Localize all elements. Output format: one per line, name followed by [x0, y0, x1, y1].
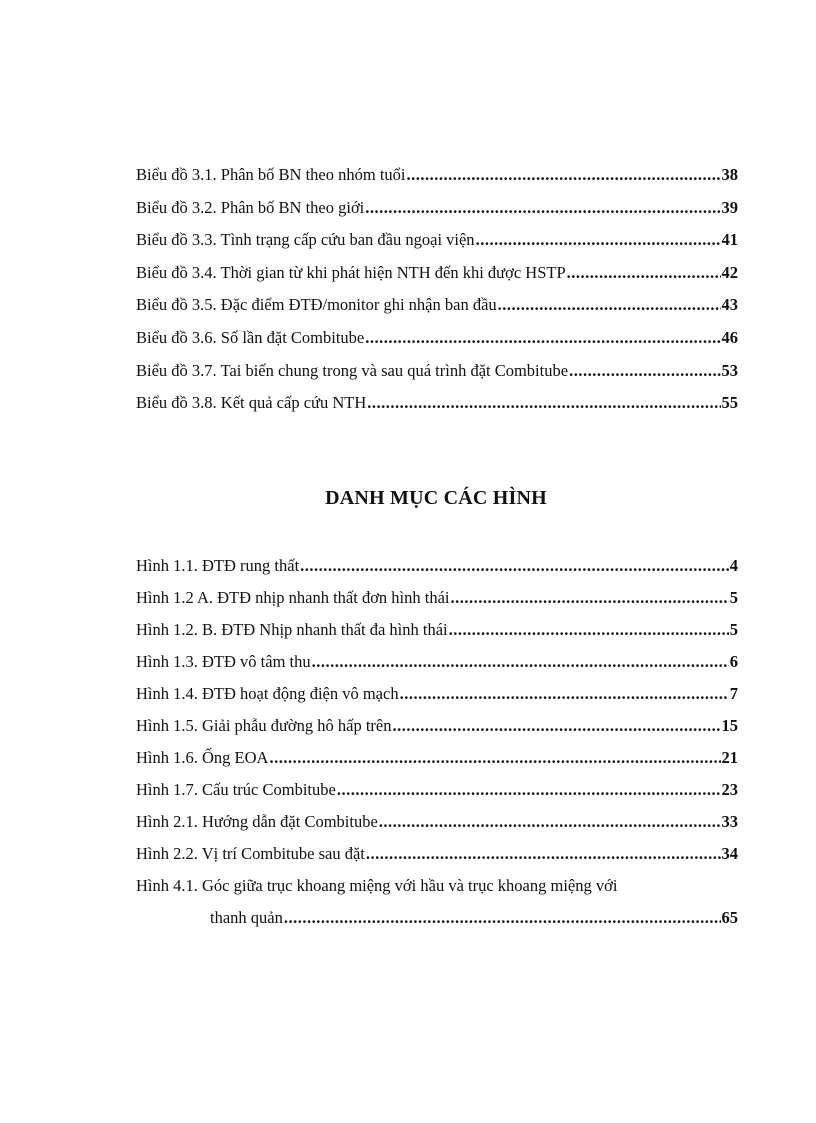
- figure-entry[interactable]: [136, 748, 738, 768]
- figures-list: [136, 556, 738, 928]
- entry-label-line1: Hình 4.1. Góc giữa trục khoang miệng với hầu và trục khoang miệng với: [136, 876, 618, 895]
- page-number: 7: [729, 684, 738, 703]
- page-number: 55: [721, 393, 738, 413]
- page-number: 46: [721, 327, 738, 347]
- page-number: 34: [721, 844, 738, 863]
- entry-label-line2: thanh quản: [210, 908, 283, 927]
- chart-entry[interactable]: [136, 165, 738, 185]
- entry-label: Hình 1.6. Ống EOA: [136, 748, 269, 767]
- page-number: 65: [721, 908, 738, 927]
- entry-label: Hình 1.2. B. ĐTĐ Nhịp nhanh thất đa hình thái: [136, 620, 448, 639]
- dot-leader: [449, 620, 729, 640]
- page-number: 15: [721, 716, 738, 735]
- page-number: 43: [721, 295, 738, 315]
- entry-label: Hình 1.7. Cấu trúc Combitube: [136, 780, 336, 799]
- page-number: 4: [729, 556, 738, 575]
- entry-label: Biểu đồ 3.1. Phân bố BN theo nhóm tuổi: [136, 165, 406, 184]
- dot-leader: [379, 812, 721, 832]
- dot-leader: [407, 165, 721, 185]
- figure-entry[interactable]: [136, 780, 738, 800]
- dot-leader: [269, 748, 720, 768]
- chart-entry[interactable]: [136, 328, 738, 348]
- page-number: 41: [721, 230, 738, 250]
- entry-label: Biểu đồ 3.3. Tình trạng cấp cứu ban đầu ngoại viện: [136, 230, 475, 250]
- entry-label: Biểu đồ 3.4. Thời gian từ khi phát hiện NTH đến khi được HSTP: [136, 262, 566, 282]
- dot-leader: [365, 198, 720, 218]
- entry-label: Biểu đồ 3.8. Kết quả cấp cứu NTH: [136, 393, 367, 413]
- chart-entry[interactable]: [136, 263, 738, 283]
- dot-leader: [569, 361, 720, 381]
- dot-leader: [312, 652, 729, 672]
- page-number: 5: [729, 588, 738, 607]
- dot-leader: [284, 908, 721, 928]
- dot-leader: [365, 328, 720, 348]
- dot-leader: [567, 263, 721, 283]
- entry-label: Hình 1.4. ĐTĐ hoạt động điện vô mạch: [136, 684, 399, 703]
- figure-entry[interactable]: [136, 844, 738, 864]
- entry-label: Biểu đồ 3.6. Số lần đặt Combitube: [136, 327, 365, 347]
- chart-entry[interactable]: [136, 295, 738, 315]
- page-number: 53: [721, 360, 738, 380]
- dot-leader: [498, 295, 721, 315]
- figure-entry[interactable]: [136, 620, 738, 640]
- page-number: 5: [729, 620, 738, 639]
- entry-label: Hình 1.1. ĐTĐ rung thất: [136, 556, 300, 575]
- entry-label: Biểu đồ 3.5. Đặc điểm ĐTĐ/monitor ghi nhận ban đầu: [136, 295, 497, 315]
- figure-entry[interactable]: [136, 684, 738, 704]
- entry-label: Biểu đồ 3.2. Phân bố BN theo giới: [136, 197, 365, 217]
- figures-heading: DANH MỤC CÁC HÌNH: [325, 487, 547, 509]
- dot-leader: [451, 588, 729, 608]
- entry-label: Hình 2.1. Hướng dẫn đặt Combitube: [136, 812, 378, 831]
- chart-entry[interactable]: [136, 393, 738, 413]
- figure-entry[interactable]: [136, 556, 738, 576]
- page-number: 6: [729, 652, 738, 671]
- dot-leader: [300, 556, 729, 576]
- page-number: 21: [721, 748, 738, 767]
- figure-entry[interactable]: [136, 812, 738, 832]
- figure-entry[interactable]: [136, 716, 738, 736]
- entry-label: Hình 1.3. ĐTĐ vô tâm thu: [136, 652, 311, 671]
- figure-entry-multiline[interactable]: [136, 876, 738, 928]
- dot-leader: [393, 716, 721, 736]
- dot-leader: [367, 393, 720, 413]
- entry-label: Hình 1.2 A. ĐTĐ nhịp nhanh thất đơn hình thái: [136, 588, 450, 607]
- page-number: 33: [721, 812, 738, 831]
- page-number: 42: [721, 262, 738, 282]
- entry-continuation: [136, 908, 738, 928]
- entry-label: Hình 1.5. Giải phẫu đường hô hấp trên: [136, 716, 392, 735]
- dot-leader: [366, 844, 721, 864]
- dot-leader: [476, 230, 721, 250]
- page-number: 39: [721, 197, 738, 217]
- figure-entry[interactable]: [136, 588, 738, 608]
- chart-entry[interactable]: [136, 198, 738, 218]
- entry-label: Hình 2.2. Vị trí Combitube sau đặt: [136, 844, 365, 863]
- figure-entry[interactable]: [136, 652, 738, 672]
- page-number: 38: [721, 165, 738, 184]
- page-number: 23: [721, 780, 738, 799]
- charts-list: [136, 165, 738, 413]
- dot-leader: [400, 684, 729, 704]
- dot-leader: [337, 780, 721, 800]
- chart-entry[interactable]: [136, 361, 738, 381]
- chart-entry[interactable]: [136, 230, 738, 250]
- entry-label: Biểu đồ 3.7. Tai biến chung trong và sau quá trình đặt Combitube: [136, 360, 569, 380]
